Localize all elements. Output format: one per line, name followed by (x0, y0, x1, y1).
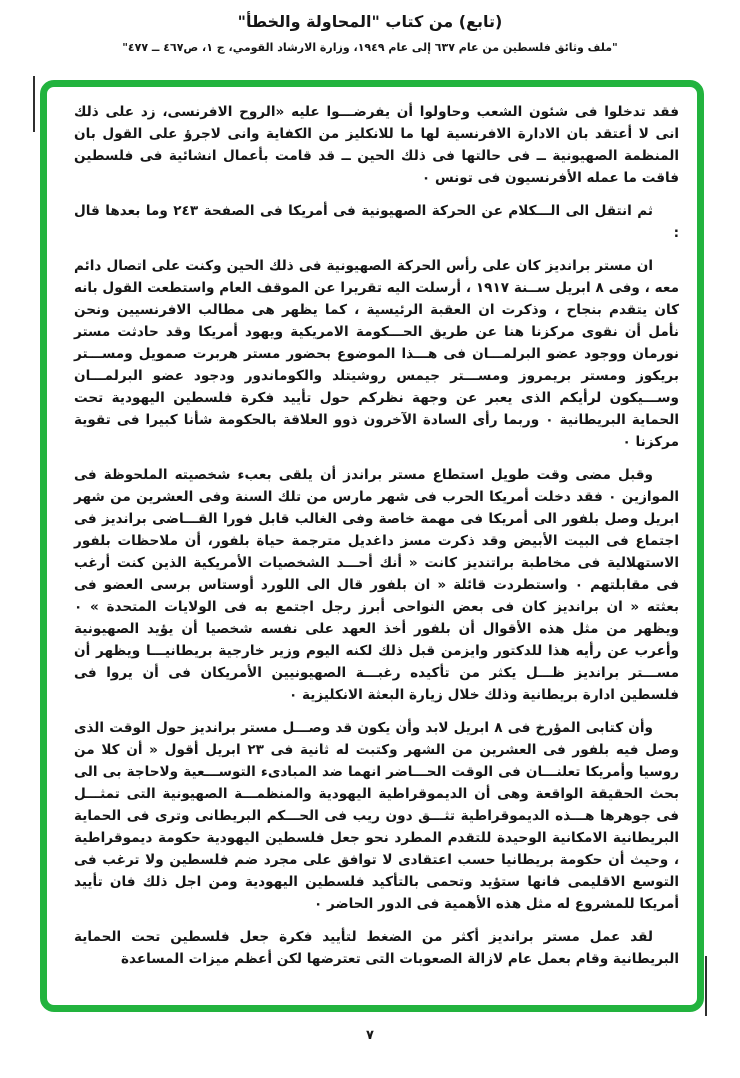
paragraph: ان مستر برانديز كان على رأس الحركة الصهيونية فى ذلك الحين وكنت على اتصال دائم معه ، وفى ٨ ابريل ســنة ١٩١٧ ، أرسلت اليه تقريرا عن الموقف العام واستطعت القول بانه كان يتقدم بنجاح ، وذكرت ان العقبة الرئيسية ، كما يظهر هى مطالب الافرنسيين ونحن نأمل أن نقوى مركزنا هنا عن طريق الحـــكومة الامريكية ويهود أمريكا وقد حادثت مستر نورمان ووجود عضو البرلمـــان فى هـــذا الموضوع بحضور مستر هربرت صمويل ومســـتر بريكوز ومستر بريمروز ومســـتر جيمس روشيتلد والكوماندور ودجود عضو البرلمـــان وســـيكون لرأيكم الذى يعبر عن وجهة نظركم حول تأييد فكرة فلسطين اليهودية تحت الحماية البريطانية ٠ وربما رأى السادة الآخرون ذوو العلاقة بالحكومة شأنا كبيرا فى تقوية مركزنا ٠ (74, 258, 679, 450)
source-citation: "ملف وثائق فلسطين من عام ٦٣٧ إلى عام ١٩٤٩، وزارة الارشاد القومي، ج ١، ص٤٦٧ ــ ٤٧٧" (122, 41, 618, 54)
scan-artifact-line-bottom-right (705, 956, 707, 1016)
paragraph: ثم انتقل الى الـــكلام عن الحركة الصهيونية فى أمريكا فى الصفحة ٢٤٣ وما بعدها قال : (74, 203, 679, 241)
paragraph: وأن كتابى المؤرخ فى ٨ ابريل لابد وأن يكون قد وصـــل مستر برانديز حول الوقت الذى وصل فيه بلفور فى العشرين من الشهر وكتبت له ثانية فى ٢٣ ابريل أقول « أن كلا من روسيا وأمريكا تعلنـــان فى الوقت الحـــاضر انهما ضد المبادىء التوســـعية ولاحاجة بى الى بحث الحقيقة الواقعة وهى أن الديموقراطية اليهودية والمنظمـــة الصهيونية التى تمثـــل فى جوهرها هـــذه الديموقراطية تثـــق دون ريب فى الحـــكم البريطانى وترى فى الحماية البريطانية الامكانية الوحيدة للتقدم المطرد نحو جعل فلسطين اليهودية حكومة ديموقراطية ، وحيث أن حكومة بريطانيا حسب اعتقادى لا توافق على مجرد ضم فلسطين ولا ترغب فى التوسع الاقليمى فانها ستؤيد وتحمى بالتأكيد فلسطين اليهودية ومن اجل ذلك فان تأييد أمريكا للمشروع له مثل هذه الأهمية فى الدور الحاضر ٠ (74, 720, 679, 912)
page-header (0, 12, 740, 54)
document-body-text (47, 89, 690, 1005)
paragraph: فقد تدخلوا فى شئون الشعب وحاولوا أن يفرضـــوا عليه «الروح الافرنسى، زد على ذلك انى لا أعتقد بان الادارة الافرنسية لها ما للانكليز من الكفاية وانى لاجرؤ على القول بان المنظمة الصهيونية ــ فى حالتها فى ذلك الحين ــ قد قامت بأعمال انشائية فى فلسطين فاقت ما عمله الأفرنسيون فى تونس ٠ (74, 104, 679, 186)
paragraph: وقبل مضى وقت طويل استطاع مستر براندز أن يلقى بعبء شخصيته الملحوظة فى الموازين ٠ فقد دخلت أمريكا الحرب فى شهر مارس من تلك السنة وفى العشرين من شهر ابريل وصل بلفور الى أمريكا فى مهمة خاصة وفى الغالب قابل فورا القـــاضى برانديز فى اجتماع فى البيت الأبيض وقد ذكرت مسز داغديل مترجمة حياة بلفور، أن ملاحظات بلفور الاستهلالية فى مخاطبة براتنديز كانت « أنك أحـــد الشخصيات الأمريكية الذين كنت أرغب فى مقابلتهم ٠ واستطردت قائلة « ان بلفور قال الى اللورد أوستاس برسى العضو فى بعثته « ان برانديز كان فى بعض النواحى أبرز رجل اجتمع به فى الولايات المتحدة » ٠ ويظهر من مثل هذه الأقوال أن بلفور أخذ العهد على نفسه شخصيا أن يؤيد الصهيونية وأعرب عن رأيه هذا للدكتور وايزمن قبل ذلك لكنه اليوم وزير خارجية بريطانيـــا ويظهر أن مســـتر برانديز ظـــل يكثر من تأكيده رغبـــة الصهيونيين الأمريكان فى أن يروا فى فلسطين ادارة بريطانية وذلك خلال زيارة البعثة الانكليزية ٠ (74, 467, 679, 703)
scan-artifact-line-top-left (33, 76, 35, 132)
paragraph: لقد عمل مستر برانديز أكثر من الضغط لتأييد فكرة جعل فلسطين تحت الحماية البريطانية وقام بعمل عام لازالة الصعوبات التى تعترضها لكن أعظم ميزات المساعدة (74, 929, 679, 967)
page-number: ٧ (366, 1028, 374, 1043)
book-title: (تابع) من كتاب "المحاولة والخطأ" (237, 12, 503, 31)
